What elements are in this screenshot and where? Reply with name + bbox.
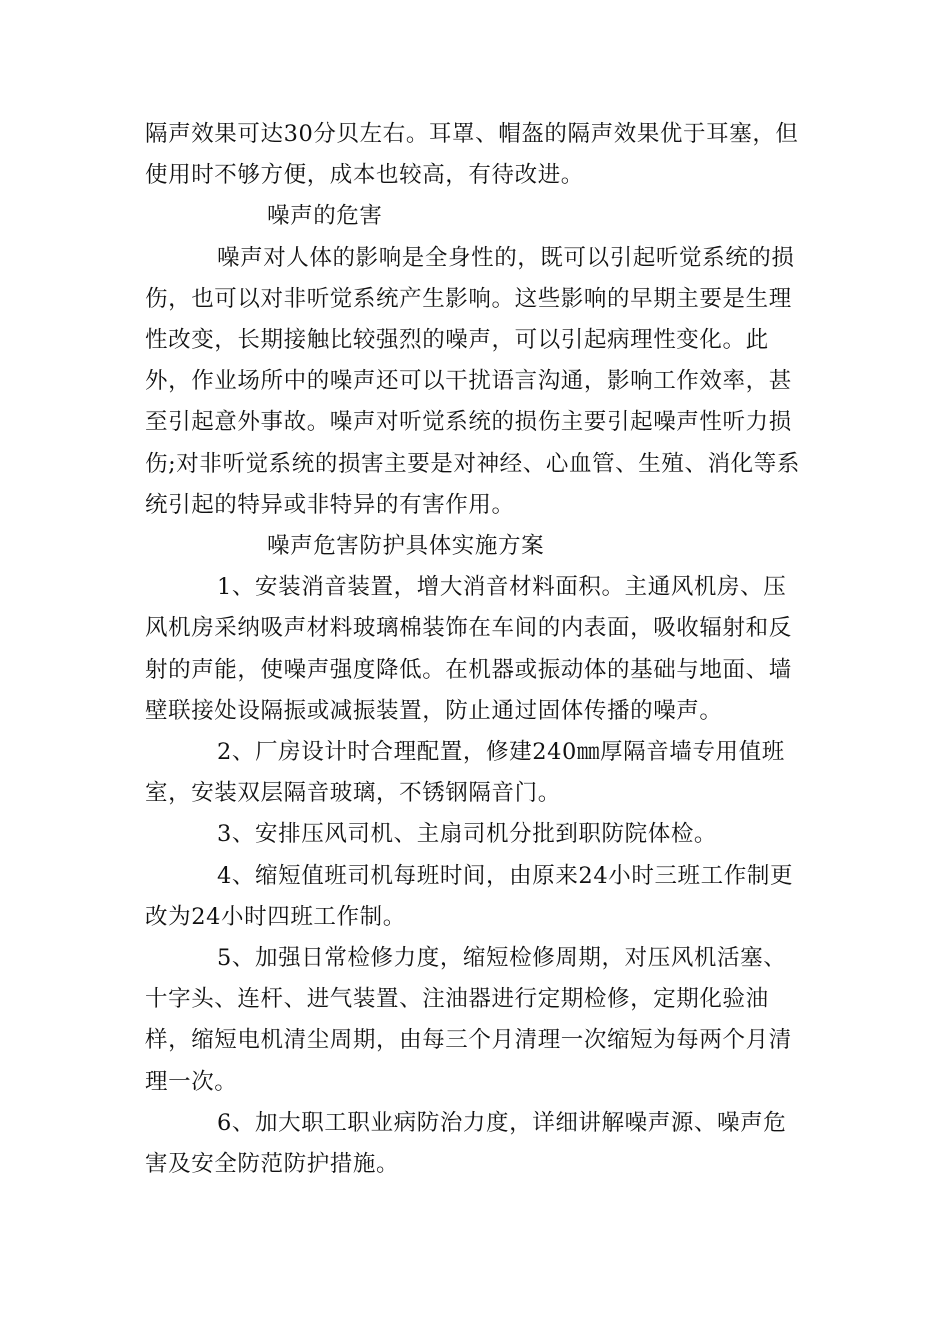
section-heading-protection-plan: 噪声危害防护具体实施方案 xyxy=(267,533,545,560)
hazard-paragraph: 噪声对人体的影响是全身性的，既可以引起听觉系统的损伤，也可以对非听觉系统产生影响。这些影响的早期主要是生理性改变，长期接触比较强烈的噪声，可以引起病理性变化。此外，作业场所中的噪声还可以干扰语言沟通，影响工作效率，甚至引起意外事故。噪声对听觉系统的损伤主要引起噪声性听力损伤;对非听觉系统的损害主要是对神经、心血管、生殖、消化等系统引起的特异或非特异的有害作用。 xyxy=(145,244,800,518)
measure-item-6: 6、加大职工职业病防治力度，详细讲解噪声源、噪声危害及安全防范防护措施。 xyxy=(145,1109,787,1178)
continuation-paragraph: 隔声效果可达30分贝左右。耳罩、帽盔的隔声效果优于耳塞，但使用时不够方便，成本也较高，有待改进。 xyxy=(145,121,799,189)
measure-item-3: 3、安排压风司机、主扇司机分批到职防院体检。 xyxy=(217,821,718,848)
measure-item-5: 5、加强日常检修力度，缩短检修周期，对压风机活塞、十字头、连杆、进气装置、注油器进行定期检修，定期化验油样，缩短电机清尘周期，由每三个月清理一次缩短为每两个月清理一次。 xyxy=(145,945,792,1095)
measure-item-2: 2、厂房设计时合理配置，修建240㎜厚隔音墙专用值班室，安装双层隔音玻璃，不锈钢隔音门。 xyxy=(145,739,785,807)
section-heading-noise-hazard: 噪声的危害 xyxy=(267,203,383,230)
document-body xyxy=(145,114,807,1185)
measure-item-1: 1、安装消音装置，增大消音材料面积。主通风机房、压风机房采纳吸声材料玻璃棉装饰在车间的内表面，吸收辐射和反射的声能，使噪声强度降低。在机器或振动体的基础与地面、墙壁联接处设隔振或减振装置，防止通过固体传播的噪声。 xyxy=(145,574,792,724)
measure-item-4: 4、缩短值班司机每班时间，由原来24小时三班工作制更改为24小时四班工作制。 xyxy=(145,862,794,930)
